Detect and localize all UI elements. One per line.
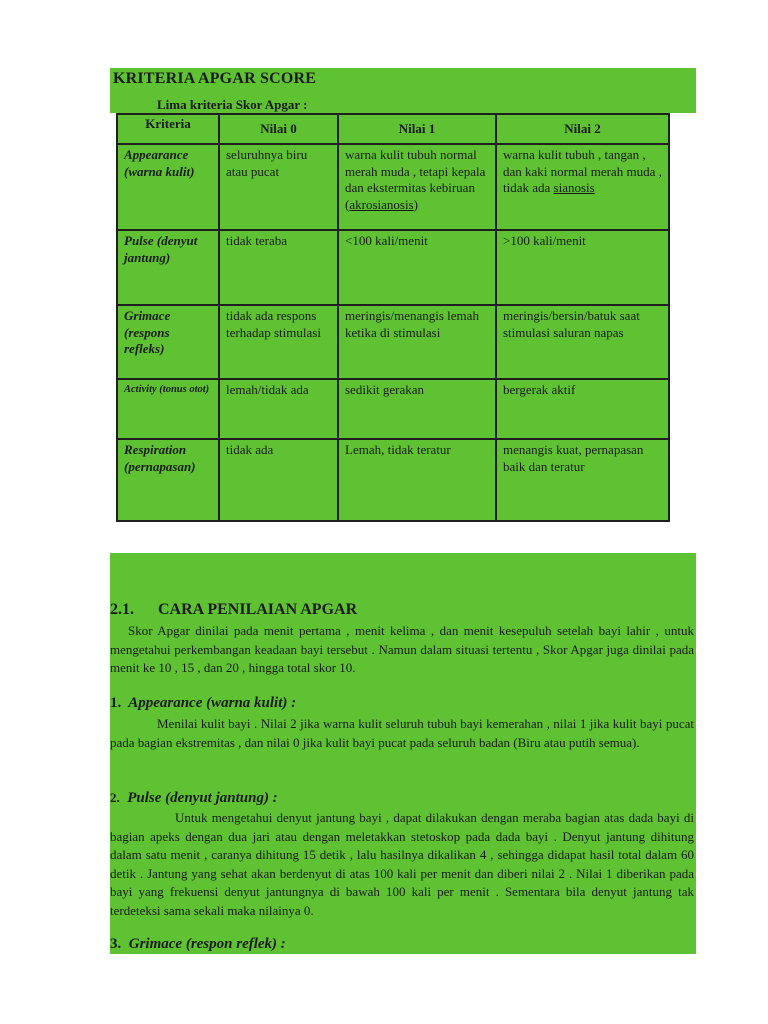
nilai-2-cell (496, 144, 669, 230)
nilai-1-cell: Lemah, tidak teratur (338, 439, 496, 521)
nilai-2-cell: meringis/bersin/batuk saat stimulasi saluran napas (496, 305, 669, 379)
criteria-cell: Activity (tonus otot) (117, 379, 219, 439)
section-title: CARA PENILAIAN APGAR (158, 601, 358, 618)
column-header-nilai-2: Nilai 2 (496, 114, 669, 144)
section-number: 2.1. (110, 601, 134, 618)
column-header-nilai-1: Nilai 1 (338, 114, 496, 144)
nilai-0-cell: tidak teraba (219, 230, 338, 305)
table-row (117, 379, 669, 439)
nilai-1-cell: meringis/menangis lemah ketika di stimulasi (338, 305, 496, 379)
item-title: Grimace (respon reflek) : (128, 936, 286, 952)
content-band (110, 553, 696, 954)
header-band (110, 68, 696, 113)
nilai-1-cell (338, 144, 496, 230)
document-subtitle: Lima kriteria Skor Apgar : (157, 97, 308, 112)
table-header-row (117, 114, 669, 144)
item-number: 1. (110, 695, 122, 711)
nilai-0-cell: lemah/tidak ada (219, 379, 338, 439)
pulse-paragraph: Untuk mengetahui denyut jantung bayi , dapat dilakukan dengan meraba bagian atas dada bayi di bagian apeks dengan dua jari atau dengan meletakkan stetoskop pada dada bayi . Denyut jantung dihitung dalam satu menit , caranya dihitung 15 detik , lalu hasilnya dikalikan 4 , sehingga didapat hasil total dalam 60 detik . Jantung yang sehat akan berdenyut di atas 100 kali per menit dan diberi nilai 2 . Nilai 1 diberikan pada bayi yang frekuensi denyut jantungnya di bawah 100 kali per menit . Sementara bila denyut jantung tak terdeteksi sama sekali maka nilainya 0. (110, 810, 694, 918)
nilai-0-cell: tidak ada (219, 439, 338, 521)
table-row (117, 305, 669, 379)
nilai-0-cell: seluruhnya biru atau pucat (219, 144, 338, 230)
appearance-paragraph: Menilai kulit bayi . Nilai 2 jika warna kulit seluruh tubuh bayi kemerahan , nilai 1 jika kulit bayi pucat pada bagian ekstremitas , dan nilai 0 jika kulit bayi pucat pada seluruh badan (Biru atau putih semua). (110, 716, 694, 750)
criteria-cell: Appearance (warna kulit) (117, 144, 219, 230)
apgar-criteria-table (116, 113, 670, 522)
item-heading-grimace (110, 935, 286, 954)
cell-text: warna kulit tubuh normal merah muda , tetapi kepala dan ekstermitas kebiruan ( (345, 147, 486, 212)
item-title: Appearance (warna kulit) : (128, 695, 297, 711)
item-number: 3. (110, 936, 122, 952)
akrosianosis-link[interactable]: akrosianosis (349, 196, 414, 212)
sianosis-link[interactable]: sianosis (553, 180, 595, 195)
item-heading-pulse (110, 789, 278, 808)
intro-paragraph: Skor Apgar dinilai pada menit pertama , menit kelima , dan menit kesepuluh setelah bayi lahir , untuk mengetahui perkembangan keadaan bayi tersebut . Namun dalam situasi tertentu , Skor Apgar juga dinilai pada menit ke 10 , 15 , dan 20 , hingga total skor 10. (110, 623, 694, 675)
item-number: 2. (110, 790, 120, 805)
section-heading (110, 601, 357, 620)
column-header-kriteria: Kriteria (117, 114, 219, 144)
criteria-cell: Grimace (respons refleks) (117, 305, 219, 379)
table-row (117, 439, 669, 521)
nilai-1-cell: sedikit gerakan (338, 379, 496, 439)
cell-text: warna kulit tubuh , tangan , dan kaki normal merah muda , tidak ada (503, 147, 662, 195)
item-heading-appearance (110, 694, 296, 713)
nilai-2-cell: menangis kuat, pernapasan baik dan teratur (496, 439, 669, 521)
table-row (117, 230, 669, 305)
nilai-0-cell: tidak ada respons terhadap stimulasi (219, 305, 338, 379)
nilai-2-cell: >100 kali/menit (496, 230, 669, 305)
nilai-2-cell: bergerak aktif (496, 379, 669, 439)
column-header-nilai-0: Nilai 0 (219, 114, 338, 144)
document-title: KRITERIA APGAR SCORE (113, 70, 317, 87)
table-row (117, 144, 669, 230)
item-title: Pulse (denyut jantung) : (127, 790, 278, 806)
criteria-cell: Pulse (denyut jantung) (117, 230, 219, 305)
cell-text: ) (413, 196, 418, 212)
nilai-1-cell: <100 kali/menit (338, 230, 496, 305)
criteria-cell: Respiration (pernapasan) (117, 439, 219, 521)
